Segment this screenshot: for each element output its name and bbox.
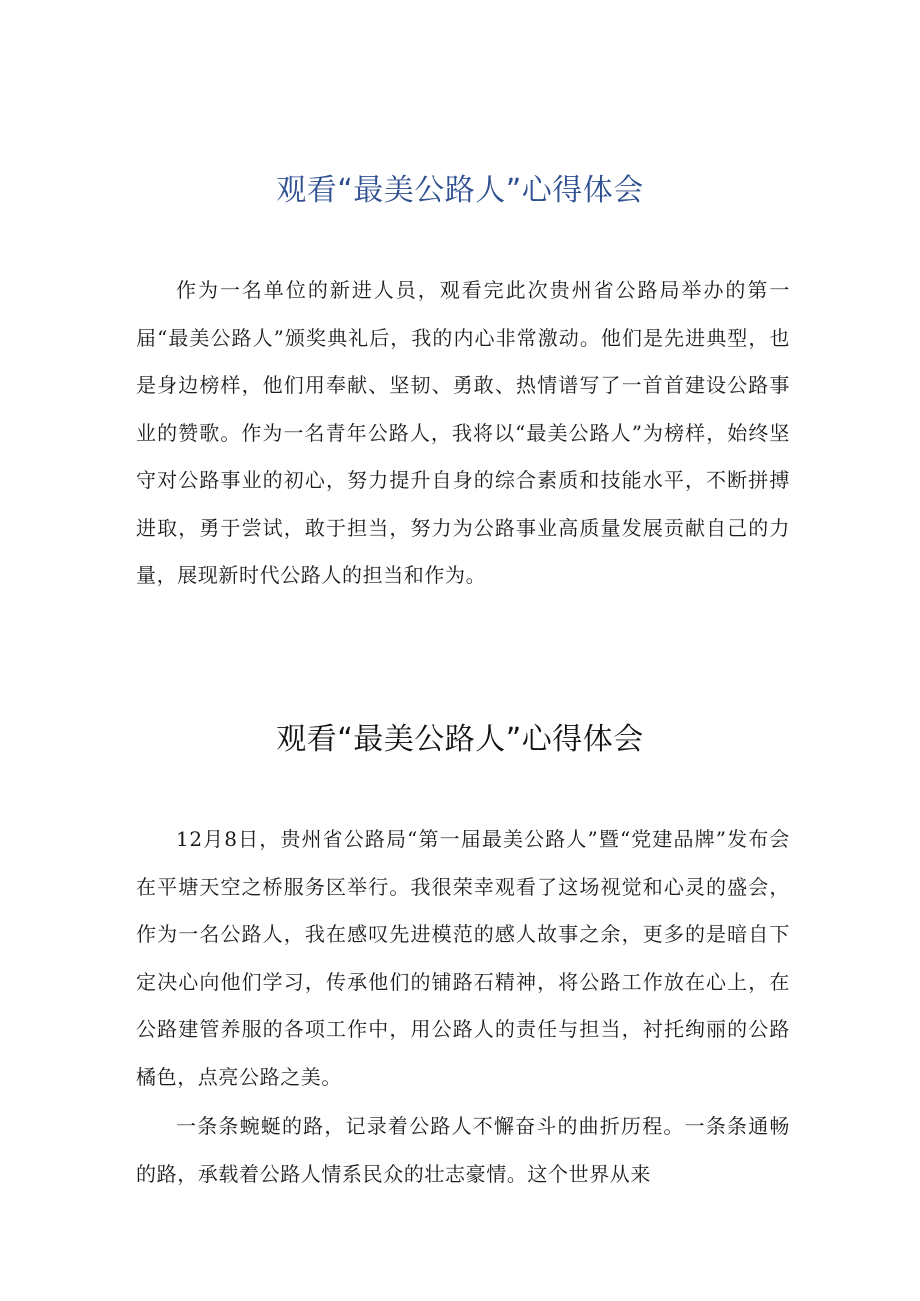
article-1-body (136, 267, 790, 600)
article-1-paragraph-1: 作为一名单位的新进人员，观看完此次贵州省公路局举办的第一届“最美公路人”颁奖典礼后，我的内心非常激动。他们是先进典型，也是身边榜样，他们用奉献、坚韧、勇敢、热情谱写了一首首建设公路事业的赞歌。作为一名青年公路人，我将以“最美公路人”为榜样，始终坚守对公路事业的初心，努力提升自身的综合素质和技能水平，不断拼搏进取，勇于尝试，敢于担当，努力为公路事业高质量发展贡献自己的力量，展现新时代公路人的担当和作为。 (136, 278, 790, 587)
article-2-paragraph-1: 12月8日，贵州省公路局“第一届最美公路人”暨“党建品牌”发布会在平塘天空之桥服务区举行。我很荣幸观看了这场视觉和心灵的盛会，作为一名公路人，我在感叹先进模范的感人故事之余，更多的是暗自下定决心向他们学习，传承他们的铺路石精神，将公路工作放在心上，在公路建管养服的各项工作中，用公路人的责任与担当，衬托绚丽的公路橘色，点亮公路之美。 (136, 827, 790, 1089)
article-2-title: 观看“最美公路人”心得体会 (276, 722, 644, 757)
article-1-title: 观看“最美公路人”心得体会 (276, 173, 644, 208)
article-2-body (136, 816, 790, 1198)
article-2-paragraph-2: 一条条蜿蜒的路，记录着公路人不懈奋斗的曲折历程。一条条通畅的路，承载着公路人情系民众的壮志豪情。这个世界从来 (136, 1114, 790, 1186)
